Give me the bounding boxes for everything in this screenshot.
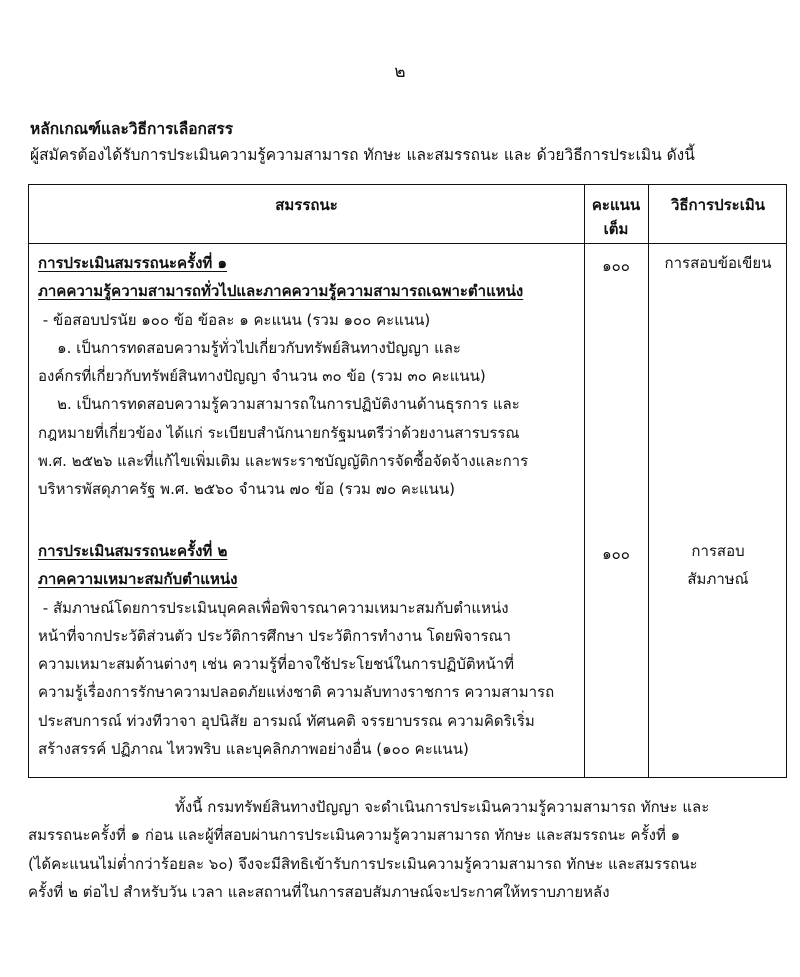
section-subtitle: ภาคความเหมาะสมกับตำแหน่ง <box>38 570 238 589</box>
method-line: การสอบข้อเขียน <box>664 254 772 272</box>
header-full-score <box>584 193 648 241</box>
closing-line: ครั้งที่ ๒ ต่อไป สำหรับวัน เวลา และสถานที่ในการสอบสัมภาษณ์จะประกาศให้ทราบภายหลัง <box>28 882 610 901</box>
row-text-line: ๒. เป็นการทดสอบความรู้ความสามารถในการปฏิบัติงานด้านธุรการ และ <box>38 395 520 414</box>
page-number: ๒ <box>394 62 406 82</box>
table-row-1 <box>38 249 528 504</box>
closing-line: (ได้คะแนนไม่ต่ำกว่าร้อยละ ๖๐) จึงจะมีสิทธิเข้ารับการประเมินความรู้ความสามารถ ทักษะ และสมรรถนะ <box>28 854 698 873</box>
closing-paragraph <box>28 793 788 906</box>
row-2-method <box>648 537 788 593</box>
row-text-line: พ.ศ. ๒๕๒๖ และที่แก้ไขเพิ่มเติม และพระราชบัญญัติการจัดซื้อจัดจ้างและการ <box>38 452 529 471</box>
row-text-line: องค์กรที่เกี่ยวกับทรัพย์สินทางปัญญา จำนวน ๓๐ ข้อ (รวม ๓๐ คะแนน) <box>38 367 486 386</box>
table-row-2 <box>38 537 554 763</box>
row-text-line: บริหารพัสดุภาครัฐ พ.ศ. ๒๕๖๐ จำนวน ๗๐ ข้อ (รวม ๗๐ คะแนน) <box>38 480 456 499</box>
header-full-score-line1: คะแนน <box>591 196 641 214</box>
closing-line: สมรรถนะครั้งที่ ๑ ก่อน และผู้ที่สอบผ่านการประเมินความรู้ความสามารถ ทักษะ และสมรรถนะ ครั้งที่ ๑ <box>28 826 681 845</box>
row-text-line: สร้างสรรค์ ปฏิภาณ ไหวพริบ และบุคลิกภาพอย่างอื่น (๑๐๐ คะแนน) <box>38 740 469 759</box>
section-subtitle: ภาคความรู้ความสามารถทั่วไปและภาคความรู้ความสามารถเฉพาะตำแหน่ง <box>38 282 524 301</box>
header-divider <box>29 243 786 244</box>
section-title: การประเมินสมรรถนะครั้งที่ ๑ <box>38 254 228 272</box>
section-title: การประเมินสมรรถนะครั้งที่ ๒ <box>38 542 228 560</box>
closing-line: ทั้งนี้ กรมทรัพย์สินทางปัญญา จะดำเนินการประเมินความรู้ความสามารถ ทักษะ และ <box>175 798 710 816</box>
page-subtitle: ผู้สมัครต้องได้รับการประเมินความรู้ความสามารถ ทักษะ และสมรรถนะ และ ด้วยวิธีการประเมิน ดังนี้ <box>30 146 695 164</box>
row-text-line: - ข้อสอบปรนัย ๑๐๐ ข้อ ข้อละ ๑ คะแนน (รวม ๑๐๐ คะแนน) <box>38 310 431 329</box>
row-text-line: ประสบการณ์ ท่วงทีวาจา อุปนิสัย อารมณ์ ทัศนคติ จรรยาบรรณ ความคิดริเริ่ม <box>38 711 535 730</box>
row-text-line: หน้าที่จากประวัติส่วนตัว ประวัติการศึกษา ประวัติการทำงาน โดยพิจารณา <box>38 626 511 645</box>
header-method: วิธีการประเมิน <box>670 196 766 214</box>
header-full-score-line2: เต็ม <box>603 220 629 238</box>
method-line: การสอบ <box>691 542 745 560</box>
method-line: สัมภาษณ์ <box>687 570 749 588</box>
row-text-line: ความเหมาะสมด้านต่างๆ เช่น ความรู้ที่อาจใช้ประโยชน์ในการปฏิบัติหน้าที่ <box>38 655 515 674</box>
header-competency: สมรรถนะ <box>275 196 338 214</box>
row-text-line: ๑. เป็นการทดสอบความรู้ทั่วไปเกี่ยวกับทรัพย์สินทางปัญญา และ <box>38 338 461 357</box>
criteria-table <box>28 184 787 778</box>
row-2-score: ๑๐๐ <box>602 545 630 563</box>
row-1-method <box>648 249 788 277</box>
row-1-score: ๑๐๐ <box>602 257 630 275</box>
page-heading: หลักเกณฑ์และวิธีการเลือกสรร <box>30 120 234 138</box>
row-text-line: - สัมภาษณ์โดยการประเมินบุคคลเพื่อพิจารณาความเหมาะสมกับตำแหน่ง <box>38 598 509 617</box>
row-text-line: ความรู้เรื่องการรักษาความปลอดภัยแห่งชาติ ความลับทางราชการ ความสามารถ <box>38 683 555 702</box>
row-text-line: กฎหมายที่เกี่ยวข้อง ได้แก่ ระเบียบสำนักนายกรัฐมนตรีว่าด้วยงานสารบรรณ <box>38 423 520 442</box>
